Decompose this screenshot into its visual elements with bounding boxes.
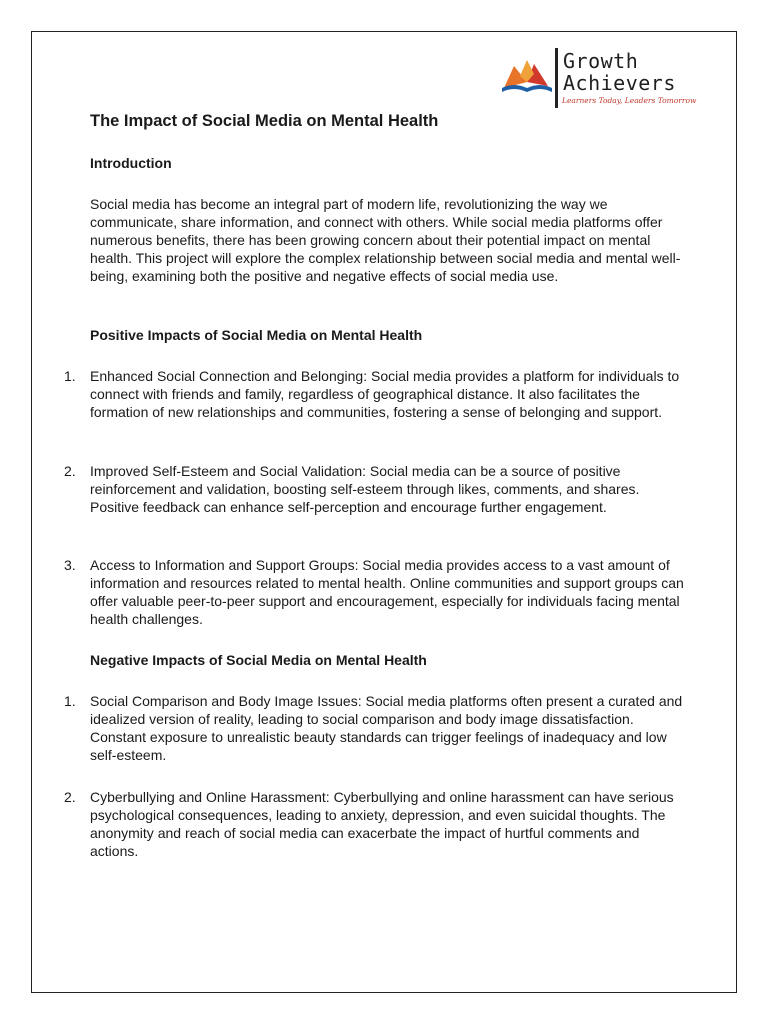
open-book-icon	[500, 52, 554, 96]
logo-word-achievers: Achievers	[563, 71, 676, 95]
list-number: 1.	[64, 368, 76, 384]
negative-item-2	[64, 788, 690, 860]
positive-item-2	[64, 462, 690, 516]
list-number: 2.	[64, 463, 76, 479]
list-number: 3.	[64, 557, 76, 573]
logo-tagline: Learners Today, Leaders Tomorrow	[562, 96, 697, 105]
growth-achievers-logo	[500, 46, 697, 112]
positive-item-1	[64, 367, 690, 421]
positive-item-3	[64, 556, 690, 628]
introduction-body: Social media has become an integral part of modern life, revolutionizing the way we communicate, share information, and connect with others. While social media platforms offer numerous benefits, there has been growing concern about their potential impact on mental health. This project will explore the complex relationship between social media and mental well-being, examining both the positive and negative effects of social media use.	[90, 196, 681, 284]
logo-divider	[555, 48, 558, 108]
list-item-text: Social Comparison and Body Image Issues: Social media platforms often present a curated and idealized version of reality, leading to social comparison and body image dissatisfaction. Constant exposure to unrealistic beauty standards can trigger feelings of inadequacy and low self-esteem.	[90, 693, 683, 763]
list-item-text: Access to Information and Support Groups: Social media provides access to a vast amount of information and resources related to mental health. Online communities and support groups can offer valuable peer-to-peer support and encouragement, especially for individuals facing mental health challenges.	[90, 557, 684, 627]
list-number: 2.	[64, 789, 76, 805]
list-item-text: Cyberbullying and Online Harassment: Cyberbullying and online harassment can have serious psychological consequences, leading to anxiety, depression, and even suicidal thoughts. The anonymity and reach of social media can exacerbate the impact of hurtful comments and actions.	[90, 789, 674, 859]
logo-word-growth: Growth	[563, 49, 639, 73]
negative-impacts-heading: Negative Impacts of Social Media on Mental Health	[90, 652, 427, 668]
negative-item-1	[64, 692, 690, 764]
document-title: The Impact of Social Media on Mental Health	[90, 112, 439, 130]
positive-impacts-heading: Positive Impacts of Social Media on Mental Health	[90, 327, 423, 343]
list-item-text: Improved Self-Esteem and Social Validation: Social media can be a source of positive reinforcement and validation, boosting self-esteem through likes, comments, and shares. Positive feedback can enhance self-perception and encourage further engagement.	[90, 463, 640, 515]
introduction-heading: Introduction	[90, 155, 172, 171]
list-item-text: Enhanced Social Connection and Belonging: Social media provides a platform for individuals to connect with friends and family, regardless of geographical distance. It also facilitates the formation of new relationships and communities, fostering a sense of belonging and support.	[90, 368, 680, 420]
list-number: 1.	[64, 693, 76, 709]
